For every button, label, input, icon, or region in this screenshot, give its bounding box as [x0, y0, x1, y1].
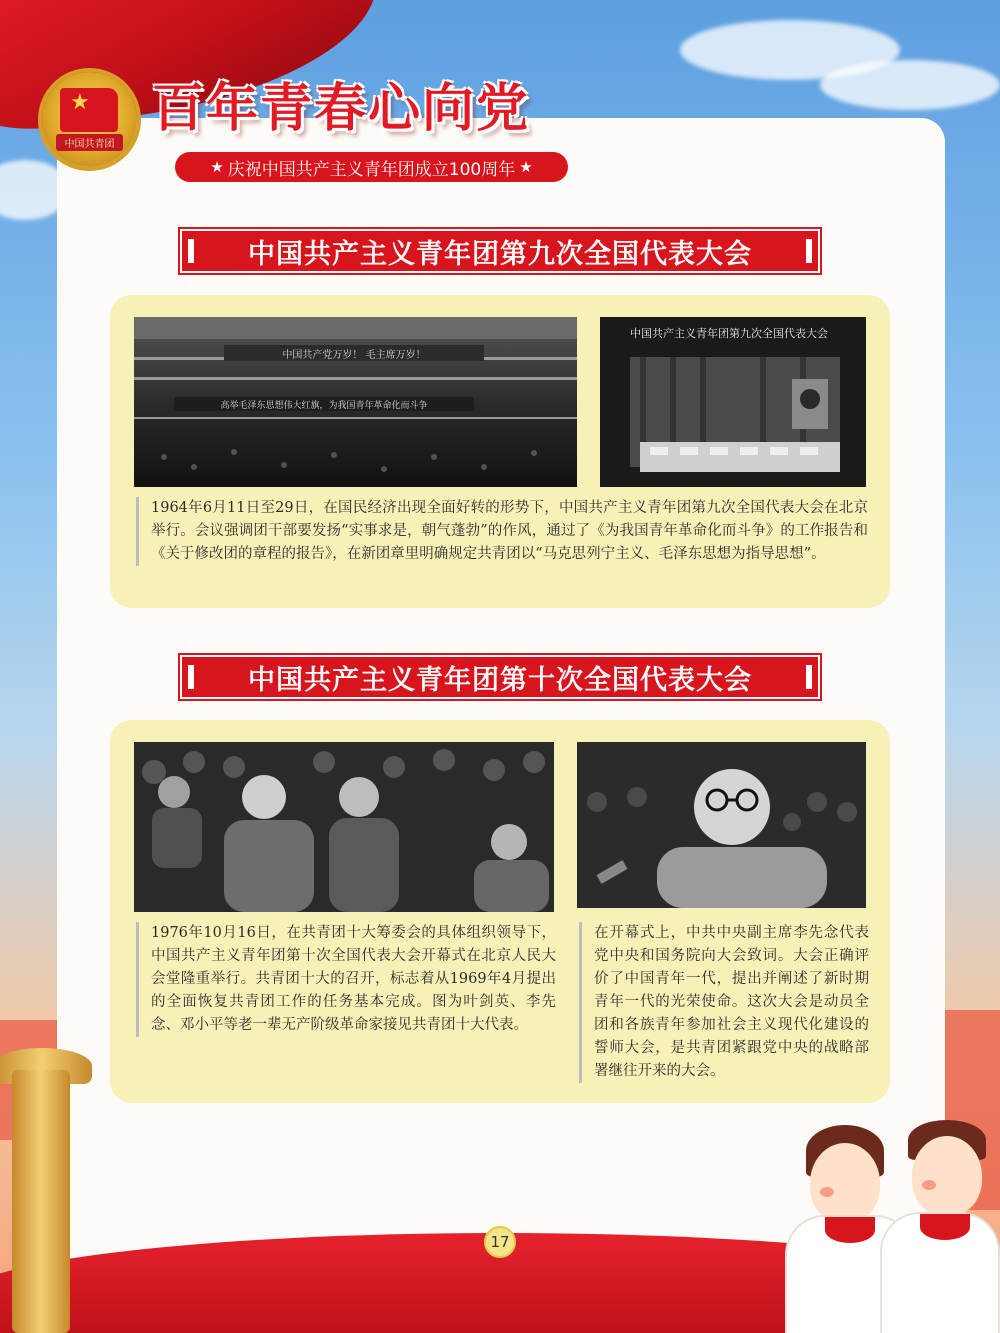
hall-banner-text: 中国共产党万岁！ 毛主席万岁！: [282, 350, 426, 361]
tenth-congress-caption-right: 在开幕式上，中共中央副主席李先念代表党中央和国务院向大会致词。大会正确评价了中国青年一代，提出并阐述了新时期青年一代的光荣使命。这次大会是动员全团和各族青年参加社会主义现代化建设的誓师大会，是共青团紧跟党中央的战略部署继往开来的大会。: [579, 922, 869, 1083]
section-heading-ninth-congress: 中国共产主义青年团第九次全国代表大会: [180, 229, 820, 273]
page-subtitle: [175, 152, 568, 182]
youth-league-emblem: [42, 72, 137, 167]
hall-slogan-text: 高举毛泽东思想伟大红旗，为我国青年革命化而斗争: [220, 401, 428, 411]
red-scarf: [825, 1217, 875, 1243]
girl-face: [810, 1143, 880, 1223]
star-icon: ★: [70, 90, 90, 115]
boy-face: [912, 1136, 982, 1216]
girl-cheek: [820, 1187, 834, 1197]
ninth-congress-hall-photo: [134, 317, 577, 487]
ninth-congress-card: [110, 295, 890, 608]
tenth-congress-leaders-photo: [134, 742, 554, 912]
photo-leaders-svg: [134, 742, 554, 912]
tenth-congress-caption-left: 1976年10月16日，在共青团十大筹委会的具体组织领导下，中国共产主义青年团第十次全国代表大会开幕式在北京人民大会堂隆重举行。共青团十大的召开，标志着从1969年4月提出的全面恢复共青团工作的任务基本完成。图为叶剑英、李先念、邓小平等老一辈无产阶级革命家接见共青团十大代表。: [136, 922, 556, 1037]
tenth-congress-card: [110, 720, 890, 1103]
photo-stage-svg: [600, 317, 866, 487]
emblem-text: 中国共青团: [56, 134, 123, 151]
photo-speech-svg: [577, 742, 866, 908]
boy-cheek: [922, 1180, 936, 1190]
page-title: 百年青春心向党: [152, 79, 531, 139]
boy-saluting-illustration: [880, 1120, 1000, 1333]
huabiao-pillar: [12, 1070, 70, 1333]
section-heading-tenth-congress: 中国共产主义青年团第十次全国代表大会: [180, 655, 820, 699]
star-icon: ★: [210, 158, 224, 176]
ninth-congress-stage-photo: [600, 317, 866, 487]
star-icon: ★: [519, 158, 533, 176]
cloud-decoration: [820, 60, 1000, 110]
tenth-congress-speech-photo: [577, 742, 866, 908]
page-number: 17: [484, 1226, 516, 1258]
stage-banner-text: 中国共产主义青年团第九次全国代表大会: [630, 327, 828, 340]
subtitle-text: 庆祝中国共产主义青年团成立100周年: [227, 159, 516, 180]
ninth-congress-caption: 1964年6月11日至29日，在国民经济出现全面好转的形势下，中国共产主义青年团第九次全国代表大会在北京举行。会议强调团干部要发扬“实事求是，朝气蓬勃”的作风，通过了《为我国青年革命化而斗争》的工作报告和《关于修改团的章程的报告》，在新团章里明确规定共青团以“马克思列宁主义、毛泽东思想为指导思想”。: [136, 497, 868, 566]
red-scarf: [920, 1214, 970, 1240]
